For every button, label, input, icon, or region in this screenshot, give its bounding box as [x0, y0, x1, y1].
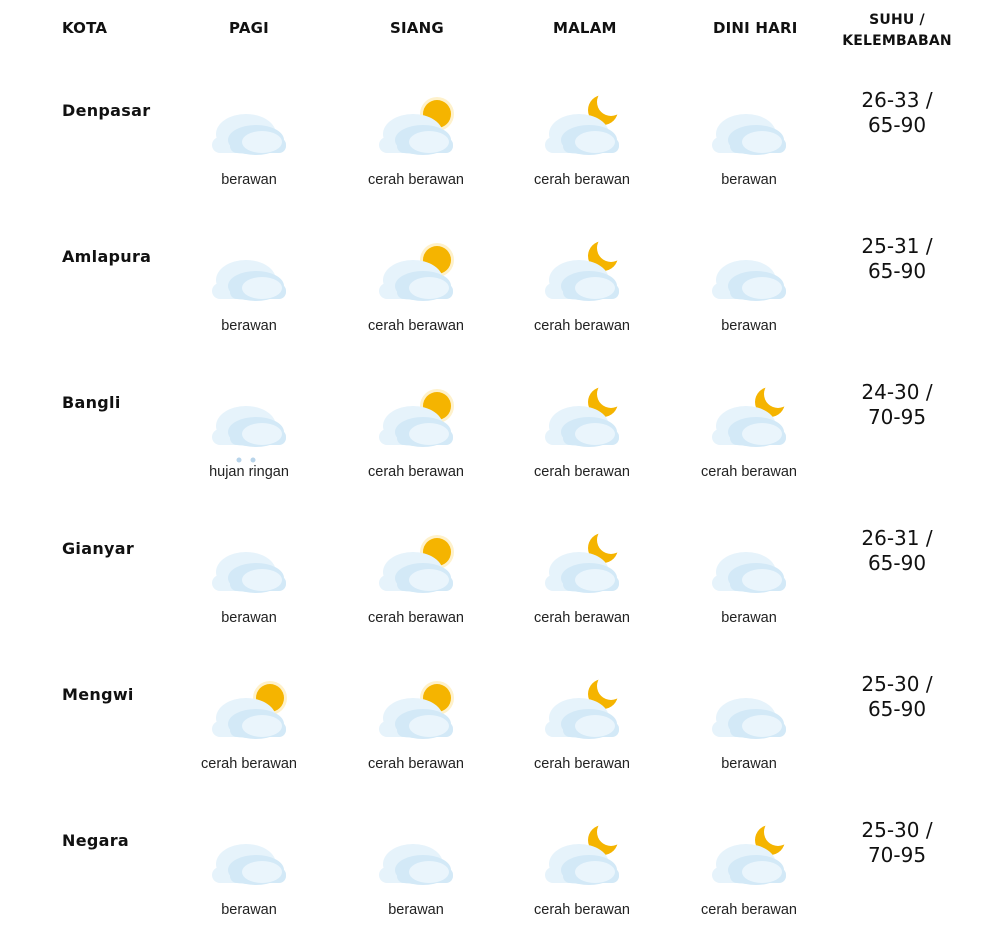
weather-label: cerah berawan: [368, 318, 464, 334]
temperature-range: 25-30 /: [861, 672, 933, 696]
temperature-range: 24-30 /: [861, 380, 933, 404]
forecast-cell: [499, 798, 665, 938]
weather-label: cerah berawan: [534, 318, 630, 334]
temp-humidity: [832, 526, 962, 576]
humidity-range: 70-95: [867, 843, 927, 867]
city-row: [0, 214, 1000, 360]
humidity-range: 65-90: [867, 551, 927, 575]
forecast-cell: [166, 798, 332, 938]
weather-label: berawan: [721, 610, 777, 626]
forecast-cell: [499, 214, 665, 354]
weather-label: cerah berawan: [368, 464, 464, 480]
temperature-range: 26-31 /: [861, 526, 933, 550]
weather-label: berawan: [221, 902, 277, 918]
forecast-cell: [666, 506, 832, 646]
forecast-cell: [166, 214, 332, 354]
cloud-icon: [204, 812, 294, 892]
forecast-cell: [333, 506, 499, 646]
city-row: [0, 652, 1000, 798]
weather-label: cerah berawan: [201, 756, 297, 772]
temperature-range: 25-30 /: [861, 818, 933, 842]
sun-cloud-icon: [371, 228, 461, 308]
humidity-range: 65-90: [867, 259, 927, 283]
city-name: Bangli: [62, 393, 121, 412]
weather-label: cerah berawan: [534, 902, 630, 918]
forecast-cell: [499, 360, 665, 500]
header-suhu-kelembaban: [832, 10, 962, 52]
weather-label: berawan: [221, 610, 277, 626]
forecast-cell: [333, 68, 499, 208]
forecast-cell: [333, 652, 499, 792]
weather-label: berawan: [221, 318, 277, 334]
header-suhu-line2: KELEMBABAN: [842, 33, 952, 49]
sun-cloud-icon: [371, 374, 461, 454]
forecast-cell: [666, 360, 832, 500]
cloud-icon: [204, 520, 294, 600]
table-header: [0, 0, 1000, 70]
cloud-icon: [704, 520, 794, 600]
moon-cloud-icon: [537, 82, 627, 162]
humidity-range: 65-90: [867, 113, 927, 137]
header-dini-hari: DINI HARI: [713, 19, 798, 37]
temp-humidity: [832, 234, 962, 284]
forecast-cell: [666, 798, 832, 938]
city-row: [0, 798, 1000, 944]
moon-cloud-icon: [537, 812, 627, 892]
moon-cloud-icon: [537, 374, 627, 454]
city-name: Denpasar: [62, 101, 151, 120]
city-name: Amlapura: [62, 247, 152, 266]
weather-label: cerah berawan: [701, 464, 797, 480]
moon-cloud-icon: [704, 374, 794, 454]
city-row: [0, 506, 1000, 652]
weather-label: berawan: [721, 756, 777, 772]
city-name: Mengwi: [62, 685, 134, 704]
cloud-icon: [704, 82, 794, 162]
sun-cloud-icon: [371, 82, 461, 162]
header-suhu-line1: SUHU /: [869, 12, 925, 28]
header-malam: MALAM: [553, 19, 617, 37]
city-row: [0, 360, 1000, 506]
temperature-range: 26-33 /: [861, 88, 933, 112]
forecast-cell: [166, 68, 332, 208]
temp-humidity: [832, 672, 962, 722]
weather-label: cerah berawan: [368, 172, 464, 188]
cloud-icon: [204, 82, 294, 162]
sun-cloud-icon: [204, 666, 294, 746]
header-kota: KOTA: [62, 19, 108, 37]
temperature-range: 25-31 /: [861, 234, 933, 258]
forecast-cell: [666, 214, 832, 354]
cloud-icon: [371, 812, 461, 892]
humidity-range: 70-95: [867, 405, 927, 429]
temp-humidity: [832, 88, 962, 138]
weather-label: cerah berawan: [534, 756, 630, 772]
city-name: Negara: [62, 831, 129, 850]
forecast-cell: [333, 798, 499, 938]
header-siang: SIANG: [390, 19, 444, 37]
humidity-range: 65-90: [867, 697, 927, 721]
weather-label: berawan: [221, 172, 277, 188]
forecast-cell: [166, 652, 332, 792]
weather-label: cerah berawan: [534, 172, 630, 188]
weather-label: berawan: [388, 902, 444, 918]
weather-label: berawan: [721, 172, 777, 188]
header-pagi: PAGI: [229, 19, 269, 37]
weather-label: cerah berawan: [534, 610, 630, 626]
cloud-icon: [704, 666, 794, 746]
weather-label: cerah berawan: [368, 756, 464, 772]
forecast-cell: [166, 360, 332, 500]
weather-label: cerah berawan: [368, 610, 464, 626]
forecast-cell: [499, 506, 665, 646]
forecast-cell: [499, 68, 665, 208]
moon-cloud-icon: [537, 666, 627, 746]
forecast-cell: [166, 506, 332, 646]
forecast-cell: [666, 68, 832, 208]
temp-humidity: [832, 818, 962, 868]
cloud-icon: [204, 228, 294, 308]
weather-label: cerah berawan: [701, 902, 797, 918]
sun-cloud-icon: [371, 666, 461, 746]
weather-label: berawan: [721, 318, 777, 334]
sun-cloud-icon: [371, 520, 461, 600]
city-row: [0, 68, 1000, 214]
moon-cloud-icon: [537, 520, 627, 600]
temp-humidity: [832, 380, 962, 430]
forecast-cell: [333, 214, 499, 354]
rain-cloud-icon: [204, 374, 294, 454]
forecast-cell: [499, 652, 665, 792]
forecast-cell: [666, 652, 832, 792]
cloud-icon: [704, 228, 794, 308]
weather-label: hujan ringan: [209, 464, 289, 480]
moon-cloud-icon: [537, 228, 627, 308]
moon-cloud-icon: [704, 812, 794, 892]
weather-label: cerah berawan: [534, 464, 630, 480]
forecast-cell: [333, 360, 499, 500]
city-name: Gianyar: [62, 539, 135, 558]
